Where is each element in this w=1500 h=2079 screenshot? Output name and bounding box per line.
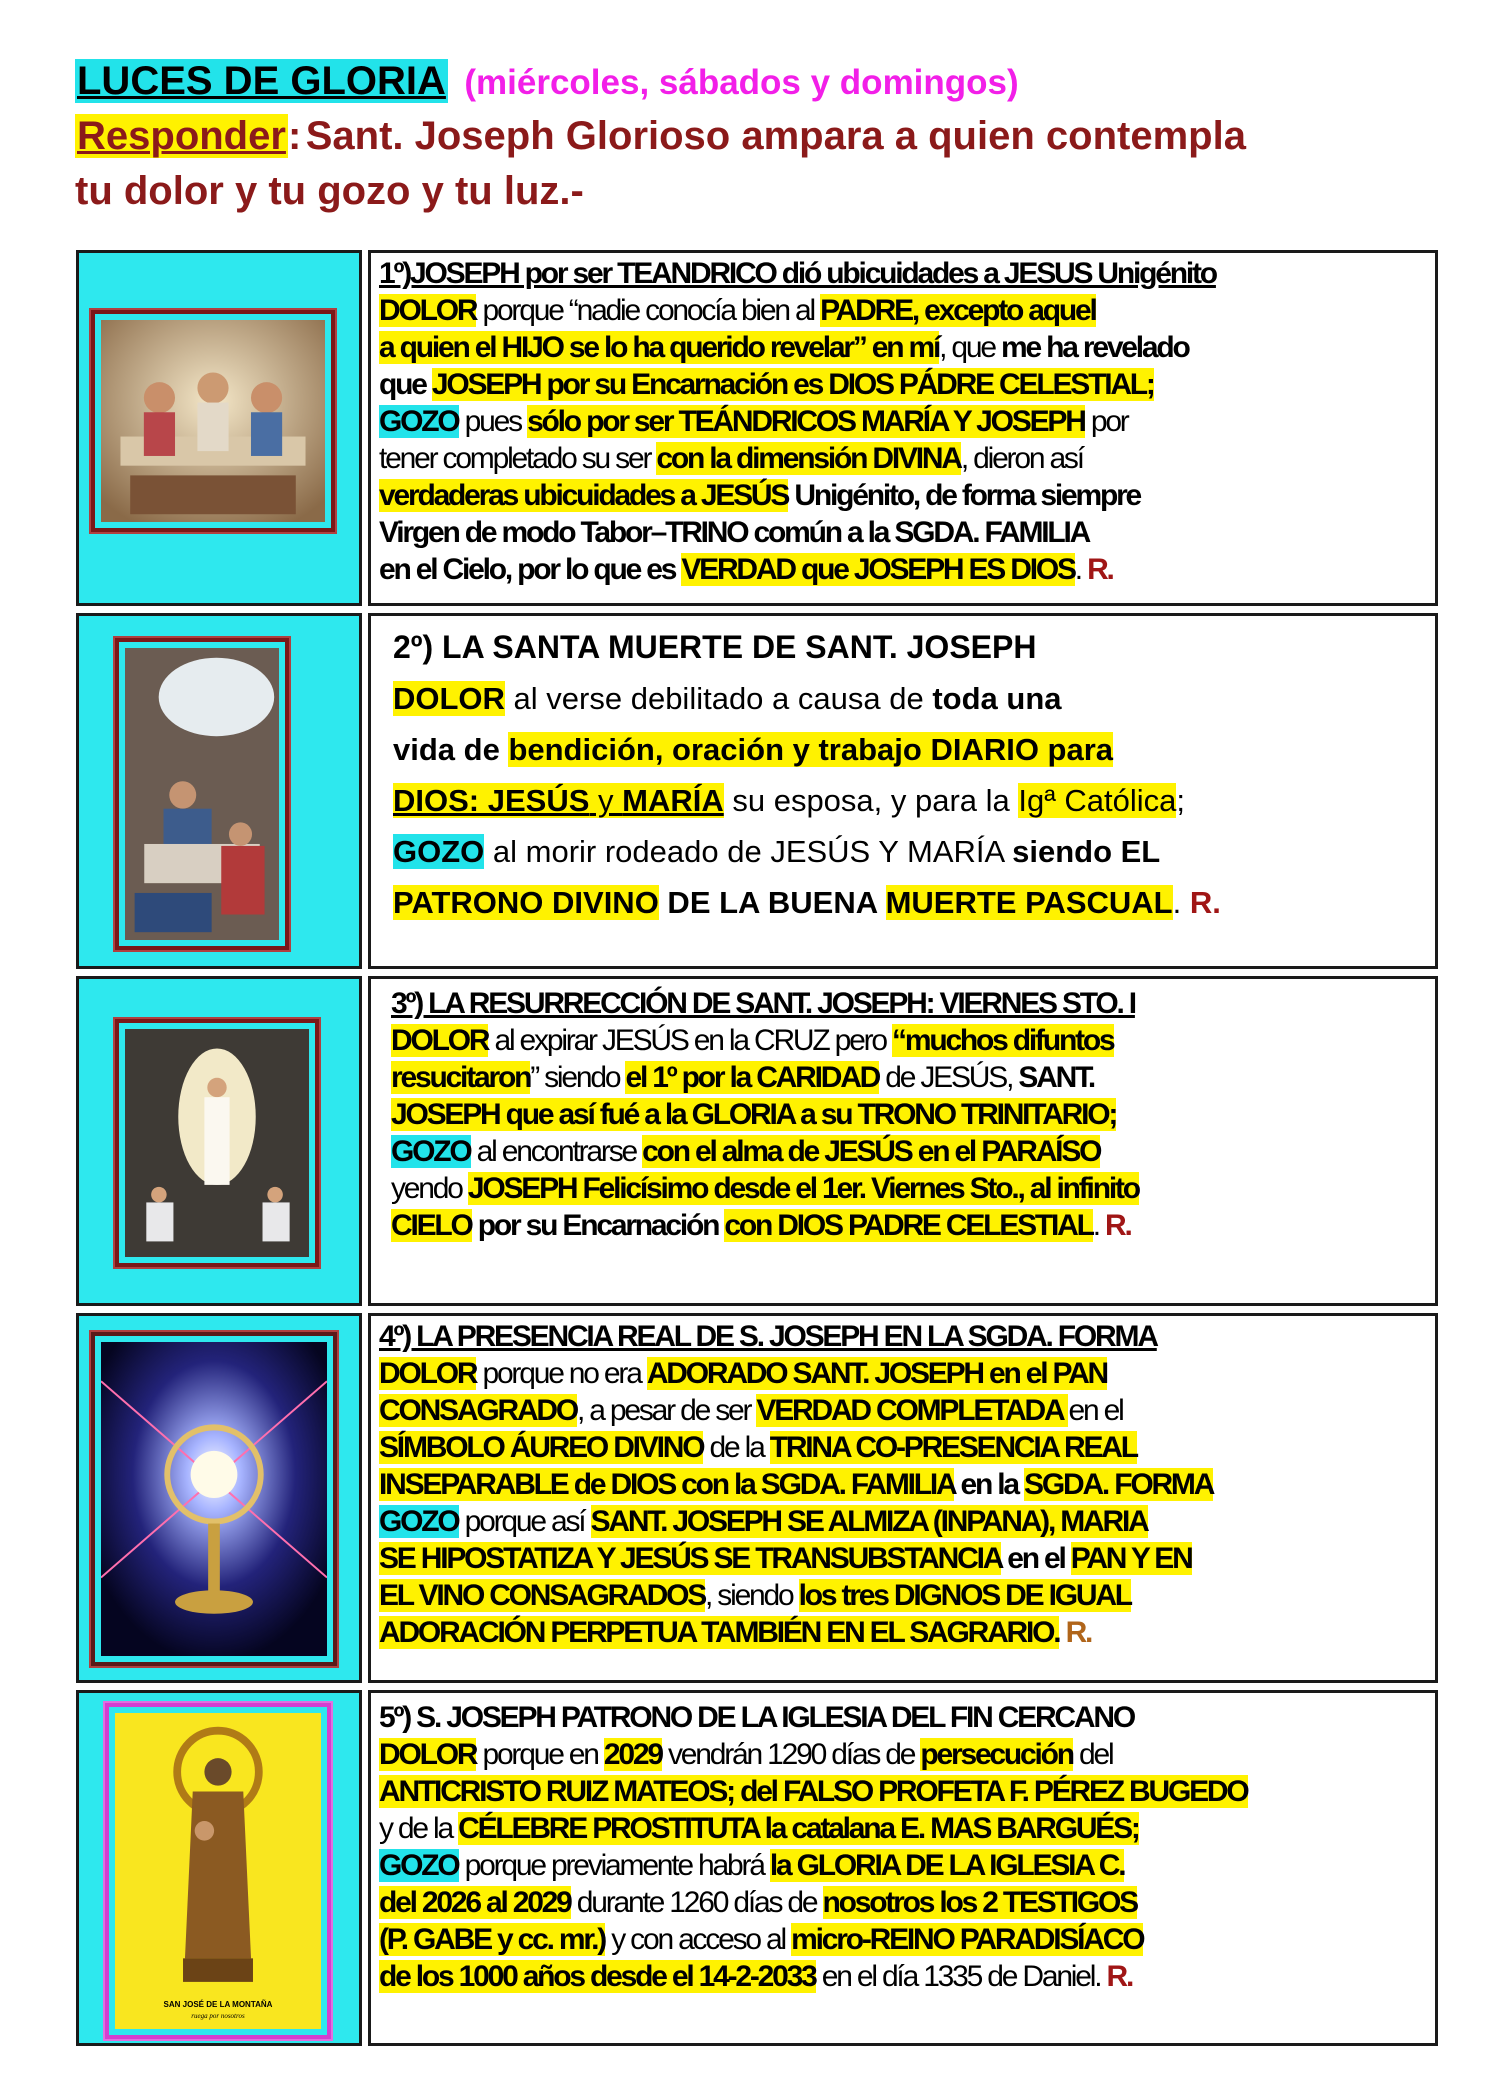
text-fragment: resucitaron [391,1061,531,1094]
mystery-row-4 [76,1313,1438,1683]
text-fragment: con la dimensión DIVINA [656,442,961,475]
text-fragment: ADORACIÓN PERPETUA TAMBIÉN EN EL SAGRARIO. [379,1616,1060,1649]
text-fragment: CÉLEBRE PROSTITUTA la catalana E. MAS BARGUÉS; [458,1812,1139,1845]
text-fragment: INSEPARABLE de DIOS con la SGDA. FAMILIA [379,1468,955,1501]
text-fragment: verdaderas ubicuidades a JESÚS [379,479,789,512]
text-fragment: de los 1000 años desde el 14-2-2033 [379,1960,816,1993]
text-fragment: Igª Católica [1018,783,1177,818]
page-header [75,58,1455,223]
text-fragment: ANTICRISTO RUIZ MATEOS; del FALSO PROFETA F. PÉREZ BUGEDO [379,1775,1248,1808]
text-fragment: que [379,368,432,401]
text-fragment: en el día 1335 de Daniel. [815,1960,1107,1993]
response-marker: R. [1105,1209,1131,1242]
text-fragment: VERDAD COMPLETADA [756,1394,1069,1427]
text-line [379,1958,1429,1995]
text-line [379,477,1429,514]
text-fragment: JOSEPH que así fué a la GLORIA a su TRONO TRINITARIO; [391,1098,1117,1131]
text-fragment: toda una [932,681,1062,716]
text-line [379,1466,1429,1503]
image-caption: SAN JOSÉ DE LA MONTAÑA [163,2000,273,2009]
text-fragment: por su Encarnación [471,1209,725,1242]
text-fragment: me ha revelado [1001,331,1189,364]
text-fragment: . [1074,553,1088,586]
text-fragment: durante 1260 días de [570,1886,823,1919]
text-fragment: y [589,783,623,818]
text-fragment: JOSEPH Felicísimo desde el 1er. Viernes Sto., al infinito [467,1172,1139,1205]
text-fragment: vendrán 1290 días de [661,1738,921,1771]
text-line [379,514,1429,551]
mystery-text-3 [368,976,1438,1306]
response-marker: R. [1087,553,1113,586]
text-fragment: PADRE, excepto aquel [820,294,1096,327]
text-line [391,1059,1429,1096]
text-line [379,1540,1429,1577]
text-fragment: DOLOR [379,294,477,327]
resurrection-image [115,1019,319,1267]
text-fragment: en el Cielo, por lo que es [379,553,682,586]
text-fragment: con el alma de JESÚS en el PARAÍSO [642,1135,1101,1168]
text-fragment: ; [1176,783,1185,818]
text-line [379,403,1429,440]
text-line [393,673,1429,724]
mystery-heading: 2º) LA SANTA MUERTE DE SANT. JOSEPH [393,629,1037,665]
respond-text-cont: tu dolor y tu gozo y tu luz.- [75,169,584,213]
text-line [379,1355,1429,1392]
text-fragment: SANT. JOSEPH SE ALMIZA (INPANA), MARIA [590,1505,1148,1538]
text-line [391,1022,1429,1059]
image-cell [76,613,362,969]
text-fragment: TRINA CO-PRESENCIA REAL [769,1431,1137,1464]
text-fragment: del 2026 al 2029 [379,1886,571,1919]
page-title: LUCES DE GLORIA [77,59,446,103]
text-line [393,775,1429,826]
text-fragment: nosotros los 2 TESTIGOS [822,1886,1137,1919]
text-fragment: , siendo [705,1579,799,1612]
text-line [379,1699,1429,1736]
text-fragment: a quien el HIJO se lo ha querido revelar” en mí [379,331,940,364]
text-fragment: JOSEPH por su Encarnación es DIOS PÁDRE CELESTIAL; [431,368,1154,401]
text-line [379,1921,1429,1958]
text-fragment: por [1084,405,1128,438]
text-fragment: SÍMBOLO ÁUREO DIVINO [379,1431,704,1464]
text-fragment: , que [939,331,1002,364]
mystery-heading: 5º) S. JOSEPH PATRONO DE LA IGLESIA DEL FIN CERCANO [379,1701,1134,1734]
text-fragment: sólo por ser TEÁNDRICOS MARÍA Y JOSEPH [527,405,1085,438]
text-fragment: yendo [391,1172,468,1205]
text-fragment: DE LA BUENA [658,885,886,920]
text-fragment: porque “nadie conocía bien al [476,294,821,327]
san-jose-montana-image [105,1703,331,2039]
monstrance-image [91,1332,337,1666]
text-line [379,1614,1429,1651]
text-fragment: (P. GABE y cc. mr.) [379,1923,606,1956]
text-line [391,1096,1429,1133]
text-fragment: en el [1068,1394,1123,1427]
text-line [379,255,1429,292]
mystery-heading: 4º) LA PRESENCIA REAL DE S. JOSEPH EN LA SGDA. FORMA [379,1320,1157,1353]
text-fragment: SANT. [1018,1061,1095,1094]
text-fragment: “muchos difuntos [892,1024,1114,1057]
mystery-text-2 [368,613,1438,969]
text-fragment: porque previamente habrá [458,1849,770,1882]
mystery-row-2 [76,613,1438,969]
text-fragment: en la [954,1468,1025,1501]
image-cell [76,250,362,606]
text-line [391,1133,1429,1170]
respond-label: Responder [77,114,286,158]
text-line [379,1847,1429,1884]
text-fragment: MARÍA [622,783,724,818]
text-fragment: PATRONO DIVINO [393,885,659,920]
text-fragment: al verse debilitado a causa de [504,681,933,716]
text-fragment: el 1º por la CARIDAD [625,1061,880,1094]
response-marker: R. [1065,1616,1092,1649]
text-fragment: su esposa, y para la [723,783,1019,818]
text-line [393,877,1429,928]
text-fragment: GOZO [379,405,459,438]
image-cell [76,976,362,1306]
respond-line-1: Responder: Sant. Joseph Glorioso ampara a quien contempla [77,114,1246,158]
text-fragment: MUERTE PASCUAL [885,885,1173,920]
respond-text: Sant. Joseph Glorioso ampara a quien contempla [305,114,1246,158]
text-fragment: DOLOR [379,1738,477,1771]
text-line [393,724,1429,775]
text-fragment: PAN Y EN [1070,1542,1192,1575]
death-of-joseph-image [115,638,289,950]
text-fragment: , a pesar de ser [577,1394,757,1427]
text-fragment: EL VINO CONSAGRADOS [379,1579,706,1612]
response-marker: R. [1189,885,1221,920]
text-fragment: los tres DIGNOS DE IGUAL [798,1579,1131,1612]
text-fragment: . [1092,1209,1106,1242]
text-fragment: al encontrarse [470,1135,643,1168]
text-line [379,1503,1429,1540]
text-line [379,1429,1429,1466]
text-line [379,440,1429,477]
text-line [379,1577,1429,1614]
text-fragment: DOLOR [393,681,505,716]
mystery-row-3 [76,976,1438,1306]
mystery-heading: 3º) LA RESURRECCIÓN DE SANT. JOSEPH: VIERNES STO. I [391,987,1135,1020]
text-fragment: ” siendo [530,1061,626,1094]
text-fragment: CIELO [391,1209,472,1242]
text-fragment: porque en [476,1738,604,1771]
text-line [379,1773,1429,1810]
text-fragment: GOZO [379,1849,459,1882]
response-marker: R. [1106,1960,1133,1993]
text-line [379,1392,1429,1429]
text-fragment: la GLORIA DE LA IGLESIA C. [769,1849,1125,1882]
text-fragment: al morir rodeado de JESÚS Y MARÍA [484,834,1013,869]
text-fragment: y con acceso al [605,1923,792,1956]
text-line [393,826,1429,877]
text-fragment: pues [458,405,528,438]
holy-family-meal-image [91,310,335,532]
text-line [391,1170,1429,1207]
text-fragment: en el [1001,1542,1071,1575]
text-fragment: tener completado su ser [379,442,657,475]
text-line [391,985,1429,1022]
text-fragment: , dieron así [960,442,1083,475]
text-line [391,1207,1429,1244]
text-line [379,329,1429,366]
text-fragment: SGDA. FORMA [1024,1468,1214,1501]
respond-line-2 [75,168,1455,223]
text-line [379,551,1429,588]
mystery-text-5 [368,1690,1438,2046]
text-fragment: DIOS: JESÚS [393,783,590,818]
mystery-text-4 [368,1313,1438,1683]
text-fragment: GOZO [393,834,485,869]
text-fragment: del [1072,1738,1113,1771]
text-line [379,1736,1429,1773]
text-line [379,1810,1429,1847]
title-line [75,58,1455,113]
text-fragment: VERDAD que JOSEPH ES DIOS [681,553,1075,586]
text-fragment: GOZO [379,1505,459,1538]
text-fragment: vida de [393,732,509,767]
text-line [379,366,1429,403]
text-fragment: ADORADO SANT. JOSEPH en el PAN [646,1357,1108,1390]
text-fragment: y de la [379,1812,459,1845]
text-fragment: GOZO [391,1135,471,1168]
mystery-text-1 [368,250,1438,606]
image-cell [76,1690,362,2046]
text-fragment: SE HIPOSTATIZA Y JESÚS SE TRANSUBSTANCIA [379,1542,1002,1575]
image-cell [76,1313,362,1683]
text-fragment: al expirar JESÚS en la CRUZ pero [488,1024,893,1057]
text-fragment: de JESÚS, [879,1061,1019,1094]
text-fragment: DOLOR [391,1024,489,1057]
days-subtitle: (miércoles, sábados y domingos) [464,63,1019,102]
text-fragment: micro-REINO PARADISÍACO [791,1923,1144,1956]
text-fragment: bendición, oración y trabajo DIARIO para [508,732,1114,767]
mystery-row-5 [76,1690,1438,2046]
text-fragment: porque no era [476,1357,647,1390]
text-line [379,1318,1429,1355]
text-fragment: porque así [458,1505,591,1538]
text-fragment: DOLOR [379,1357,477,1390]
mystery-heading: 1º)JOSEPH por ser TEANDRICO dió ubicuidades a JESUS Unigénito [379,257,1216,290]
text-line [379,292,1429,329]
text-fragment: 2029 [603,1738,662,1771]
text-line [379,1884,1429,1921]
text-fragment: de la [703,1431,770,1464]
mystery-row-1 [76,250,1438,606]
text-fragment: . [1172,885,1190,920]
text-fragment: con DIOS PADRE CELESTIAL [724,1209,1093,1242]
image-caption-sub: ruega por nosotros [191,2012,245,2020]
text-fragment: persecución [920,1738,1073,1771]
text-fragment: CONSAGRADO [379,1394,578,1427]
text-fragment: siendo EL [1012,834,1161,869]
text-line [393,622,1429,673]
text-fragment: Virgen de modo Tabor–TRINO común a la SGDA. FAMILIA [379,516,1090,549]
text-fragment: Unigénito, de forma siempre [788,479,1141,512]
